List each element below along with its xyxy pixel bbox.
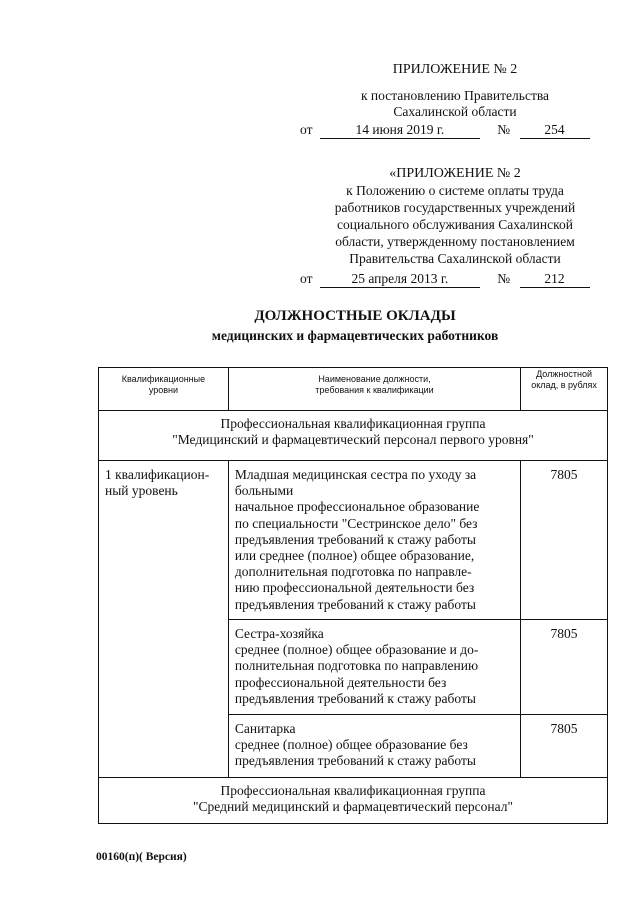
salary-value: 7805 [521, 715, 608, 778]
quoted-annex-line2: работников государственных учреждений [334, 200, 576, 215]
qualification-level-1: 1 квалификацион- ный уровень [99, 461, 229, 778]
header-salary: Должностной оклад, в рублях [521, 368, 608, 411]
table-row [99, 461, 608, 620]
quoted-annex-line3: социального обслуживания Сахалинской [337, 217, 573, 232]
annex2-number: 254 [520, 122, 590, 139]
page-subtitle: медицинских и фармацевтических работников [211, 328, 499, 343]
number-label: № [497, 271, 511, 286]
salary-value: 7805 [521, 620, 608, 715]
annex2-date: 14 июня 2019 г. [320, 122, 480, 139]
from-label: от [300, 271, 313, 286]
quoted-annex-date: 25 апреля 2013 г. [320, 271, 480, 288]
table-header-row [99, 368, 608, 411]
position-orderly: Санитарка среднее (полное) общее образование без предъявления требований к стажу работы [228, 715, 520, 778]
group2-title: Профессиональная квалификационная группа "Средний медицинский и фармацевтический персонал" [99, 778, 608, 824]
document-code: 00160(п)( Версия) [96, 851, 187, 863]
quoted-annex-line4: области, утвержденному постановлением [335, 234, 575, 249]
salary-value: 7805 [521, 461, 608, 620]
position-junior-nurse: Младшая медицинская сестра по уходу за больными начальное профессиональное образование по специальности "Сестринское дело" без предъявления требований к стажу работы или среднее (полное) общее образование, дополнительная подготовка по направле- нию профессиональной деятельности без предъявления требований к стажу работы [228, 461, 520, 620]
quoted-annex-line1: к Положению о системе оплаты труда [346, 183, 564, 198]
header-qualification-levels: Квалификационные уровни [99, 368, 229, 411]
annex2-line1: к постановлению Правительства [360, 88, 550, 103]
salary-table [98, 367, 608, 824]
header-position-name: Наименование должности, требования к квалификации [228, 368, 520, 411]
group-row [99, 411, 608, 461]
from-label: от [300, 122, 313, 137]
group-row [99, 778, 608, 824]
quoted-annex-line5: Правительства Сахалинской области [349, 251, 561, 266]
page-title: ДОЛЖНОСТНЫЕ ОКЛАДЫ [254, 308, 456, 324]
annex2-title: ПРИЛОЖЕНИЕ № 2 [392, 62, 518, 77]
group1-title: Профессиональная квалификационная группа "Медицинский и фармацевтический персонал первого уровня" [99, 411, 608, 461]
quoted-annex-title: «ПРИЛОЖЕНИЕ № 2 [389, 166, 521, 181]
quoted-annex-from-line [300, 271, 600, 288]
quoted-annex-number: 212 [520, 271, 590, 288]
number-label: № [497, 122, 511, 137]
annex2-line2: Сахалинской области [393, 104, 517, 119]
annex2-from-line [300, 122, 600, 139]
position-housekeeper-nurse: Сестра-хозяйка среднее (полное) общее образование и до- полнительная подготовка по направлению профессиональной деятельности без предъявления требований к стажу работы [228, 620, 520, 715]
